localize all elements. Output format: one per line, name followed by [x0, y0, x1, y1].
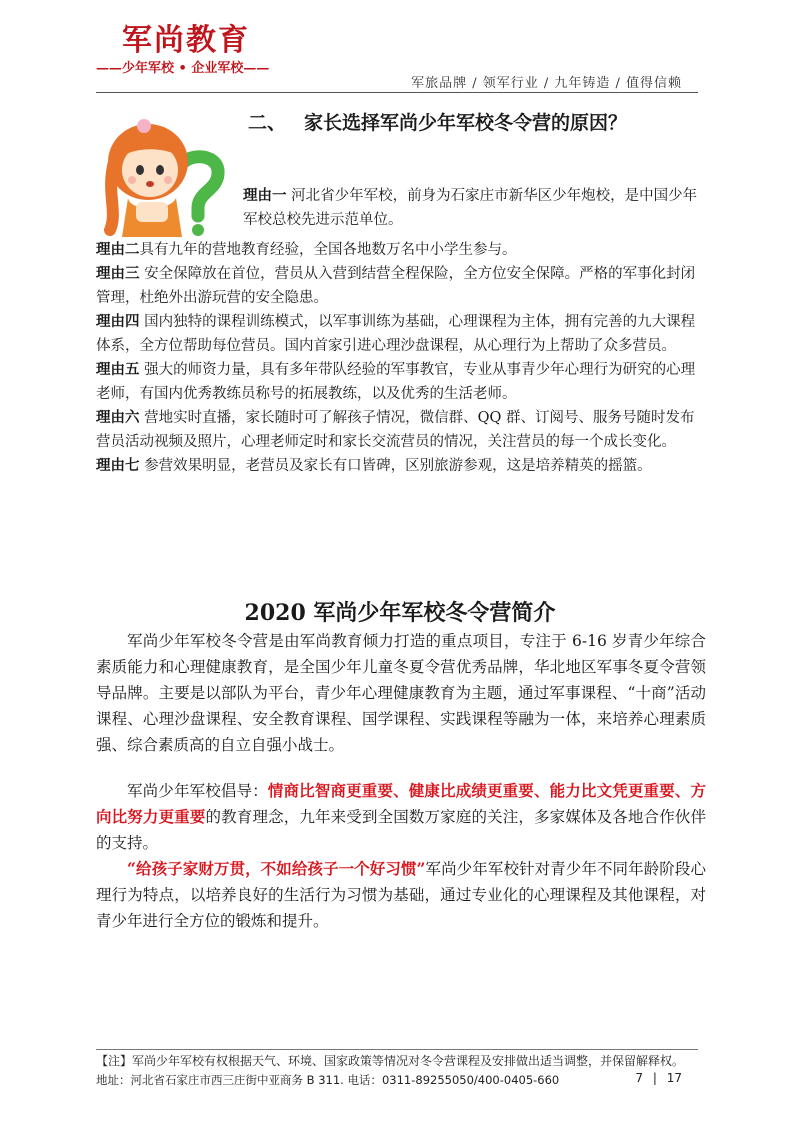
section-title-text: 家长选择军尚少年军校冬令营的原因？ [304, 112, 628, 134]
reason-label: 理由四 [96, 313, 140, 330]
page-current: 7 [635, 1071, 644, 1085]
reason-item [96, 406, 706, 454]
reason-list [96, 238, 706, 478]
intro-title: 2020 军尚少年军校冬令营简介 [244, 600, 556, 626]
section-heading [248, 108, 627, 135]
intro-paragraph-1 [96, 628, 706, 758]
reason-text: 营地实时直播，家长随时可了解孩子情况，微信群、QQ 群、订阅号、服务号随时发布营员活动视频及照片，心理老师定时和家长交流营员的情况，关注营员的每一个成长变化。 [96, 410, 695, 450]
reason-text: 国内独特的课程训练模式，以军事训练为基础，心理课程为主体，拥有完善的九大课程体系，全方位帮助每位营员。国内首家引进心理沙盘课程，从心理行为上帮助了众多营员。 [96, 314, 696, 354]
footer-address: 地址：河北省石家庄市西三庄街中亚商务 B 311. 电话：0311-89255050/400-0405-660 [96, 1073, 560, 1087]
intro-suffix: 的教育理念，九年来受到全国数万家庭的关注，多家媒体及各地合作伙伴的支持。 [96, 808, 706, 852]
intro-text [96, 856, 706, 934]
reason-text: 安全保障放在首位，营员从入营到结营全程保险，全方位安全保障。严格的军事化封闭管理，杜绝外出游玩营的安全隐患。 [96, 266, 696, 306]
intro-text [96, 778, 706, 856]
highlight-text: “给孩子家财万贯，不如给孩子一个好习惯” [127, 859, 426, 878]
reason-item [243, 184, 703, 232]
header-divider [96, 92, 698, 93]
brand-logo [96, 22, 296, 78]
reason-label: 理由七 [96, 457, 140, 474]
section-number: 二、 [248, 112, 287, 134]
intro-text: 军尚少年军校冬令营是由军尚教育倾力打造的重点项目，专注于 6-16 岁青少年综合素质能力和心理健康教育，是全国少年儿童冬夏令营优秀品牌，华北地区军事冬夏令营领导品牌。主要是以部队为平台，青少年心理健康教育为主题，通过军事课程、“十商”活动课程、心理沙盘课程、安全教育课程、国学课程、实践课程等融为一体，来培养心理素质强、综合素质高的自立自强小战士。 [96, 632, 706, 754]
intro-paragraph-3 [96, 856, 706, 934]
reason-text: 强大的师资力量，具有多年带队经验的军事教官，专业从事青少年心理行为研究的心理老师，有国内优秀教练员称号的拓展教练，以及优秀的生活老师。 [96, 362, 696, 402]
reason-label: 理由五 [96, 361, 140, 378]
reason-item [96, 238, 706, 262]
page-separator: | [652, 1071, 657, 1085]
reason-item [96, 262, 706, 310]
reason-text: 参营效果明显，老营员及家长有口皆碑，区别旅游参观，这是培养精英的摇篮。 [139, 458, 652, 474]
reason-label: 理由三 [96, 265, 140, 282]
footer-note: 【注】军尚少年军校有权根据天气、环境、国家政策等情况对冬令营课程及安排做出适当调整，并保留解释权。 [96, 1054, 685, 1068]
reason-item [96, 358, 706, 406]
logo-subtitle: ——少年军校 • 企业军校—— [96, 61, 270, 76]
girl-question-illustration [100, 112, 230, 237]
reason-label: 理由二 [96, 241, 140, 258]
highlight-text: 情商比智商更重要、健康比成绩更重要、能力比文凭更重要、方向比努力更重要 [96, 781, 706, 826]
page-total: 17 [666, 1071, 682, 1085]
footer-divider [96, 1049, 698, 1050]
reason-label: 理由六 [96, 409, 140, 426]
reason-text: 具有九年的营地教育经验，全国各地数万名中小学生参与。 [139, 242, 517, 258]
reason-label: 理由一 [243, 187, 287, 204]
reason-text: 河北省少年军校，前身为石家庄市新华区少年炮校，是中国少年军校总校先进示范单位。 [243, 188, 698, 228]
intro-paragraph-2 [96, 778, 706, 856]
intro-suffix: 军尚少年军校针对青少年不同年龄阶段心理行为特点，以培养良好的生活行为习惯为基础，通过专业化的心理课程及其他课程，对青少年进行全方位的锻炼和提升。 [96, 860, 706, 930]
reason-item [96, 310, 706, 358]
page-number [635, 1071, 682, 1085]
header-tagline: 军旅品牌 / 领军行业 / 九年铸造 / 值得信赖 [411, 76, 682, 91]
reason-item [96, 454, 706, 478]
intro-prefix: 军尚少年军校倡导： [127, 782, 268, 800]
logo-title: 军尚教育 [122, 23, 250, 58]
